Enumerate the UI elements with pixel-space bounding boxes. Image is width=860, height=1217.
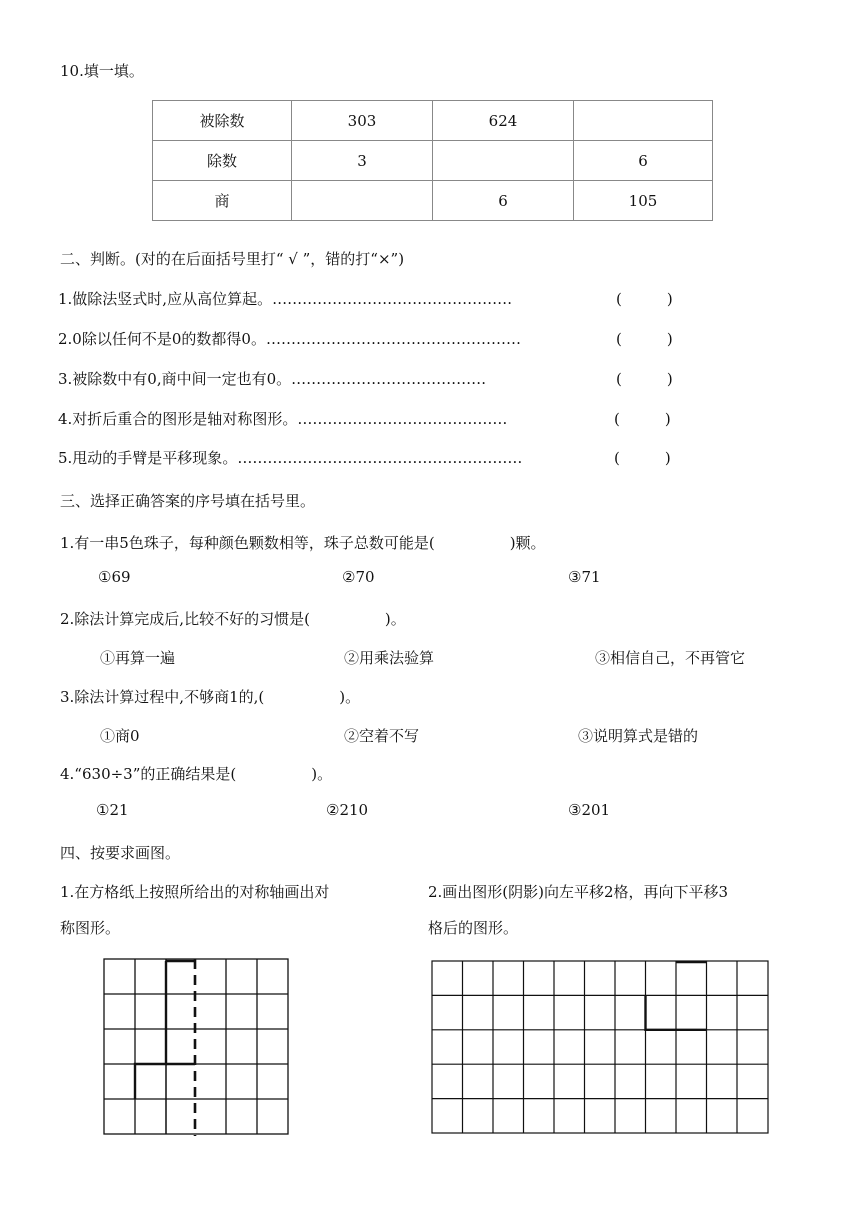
- section3-title: 三、选择正确答案的序号填在括号里。: [60, 492, 316, 510]
- task2-line1: 2.画出图形(阴影)向左平移2格，再向下平移3: [428, 883, 729, 901]
- table-row: [153, 101, 713, 141]
- row-label: 除数: [153, 141, 292, 181]
- table-row: [153, 181, 713, 221]
- table-cell[interactable]: [292, 181, 433, 221]
- choice-option[interactable]: ②210: [326, 801, 369, 819]
- choice-option[interactable]: ①商0: [100, 727, 140, 745]
- choice-option[interactable]: ②用乘法验算: [344, 649, 435, 667]
- choice-stem: 3.除法计算过程中,不够商1的,( )。: [60, 688, 361, 706]
- choice-option[interactable]: ①再算一遍: [100, 649, 176, 667]
- choice-option[interactable]: ③71: [568, 568, 601, 586]
- task2-line2: 格后的图形。: [428, 919, 519, 937]
- table-cell[interactable]: 303: [292, 101, 433, 141]
- answer-paren[interactable]: ( ): [614, 449, 671, 467]
- section2-title: 二、判断。(对的在后面括号里打“ √ ”，错的打“×”): [60, 250, 405, 268]
- translation-grid[interactable]: [431, 960, 771, 1136]
- judge-item: [58, 328, 678, 350]
- judge-item: [58, 408, 678, 430]
- task1-line1: 1.在方格纸上按照所给出的对称轴画出对: [60, 883, 330, 901]
- table-cell[interactable]: 105: [574, 181, 713, 221]
- answer-paren[interactable]: ( ): [616, 330, 673, 348]
- leader-dots: …………………………………: [291, 370, 487, 388]
- answer-paren[interactable]: ( ): [616, 370, 673, 388]
- table-cell[interactable]: [433, 141, 574, 181]
- answer-paren[interactable]: ( ): [616, 290, 673, 308]
- q10-title: 10.填一填。: [60, 62, 144, 80]
- choice-stem: 4.“630÷3”的正确结果是( )。: [60, 765, 333, 783]
- symmetry-grid[interactable]: [103, 958, 291, 1138]
- judge-text: 3.被除数中有0,商中间一定也有0。: [58, 370, 292, 388]
- row-label: 被除数: [153, 101, 292, 141]
- leader-dots: ……………………………………: [297, 410, 508, 428]
- leader-dots: …………………………………………………: [237, 449, 523, 467]
- division-table: [152, 100, 713, 221]
- choice-option[interactable]: ②空着不写: [344, 727, 420, 745]
- judge-text: 5.甩动的手臂是平移现象。: [58, 449, 238, 467]
- given-shape: [135, 961, 195, 1099]
- judge-text: 1.做除法竖式时,应从高位算起。: [58, 290, 273, 308]
- table-cell[interactable]: 6: [574, 141, 713, 181]
- leader-dots: ……………………………………………: [265, 330, 521, 348]
- leader-dots: …………………………………………: [272, 290, 513, 308]
- judge-text: 4.对折后重合的图形是轴对称图形。: [58, 410, 298, 428]
- table-cell[interactable]: 3: [292, 141, 433, 181]
- choice-stem: 1.有一串5色珠子，每种颜色颗数相等，珠子总数可能是( )颗。: [60, 534, 546, 552]
- choice-option[interactable]: ③相信自己，不再管它: [595, 649, 746, 667]
- table-row: [153, 141, 713, 181]
- choice-option[interactable]: ③说明算式是错的: [578, 727, 699, 745]
- choice-option[interactable]: ②70: [342, 568, 375, 586]
- row-label: 商: [153, 181, 292, 221]
- judge-item: [58, 447, 678, 469]
- choice-stem: 2.除法计算完成后,比较不好的习惯是( )。: [60, 610, 406, 628]
- choice-option[interactable]: ③201: [568, 801, 611, 819]
- answer-paren[interactable]: ( ): [614, 410, 671, 428]
- table-cell[interactable]: [574, 101, 713, 141]
- choice-option[interactable]: ①69: [98, 568, 131, 586]
- judge-item: [58, 368, 678, 390]
- table-cell[interactable]: 6: [433, 181, 574, 221]
- section4-title: 四、按要求画图。: [60, 844, 181, 862]
- judge-text: 2.0除以任何不是0的数都得0。: [58, 330, 266, 348]
- table-cell[interactable]: 624: [433, 101, 574, 141]
- judge-item: [58, 288, 678, 310]
- task1-line2: 称图形。: [60, 919, 121, 937]
- choice-option[interactable]: ①21: [96, 801, 129, 819]
